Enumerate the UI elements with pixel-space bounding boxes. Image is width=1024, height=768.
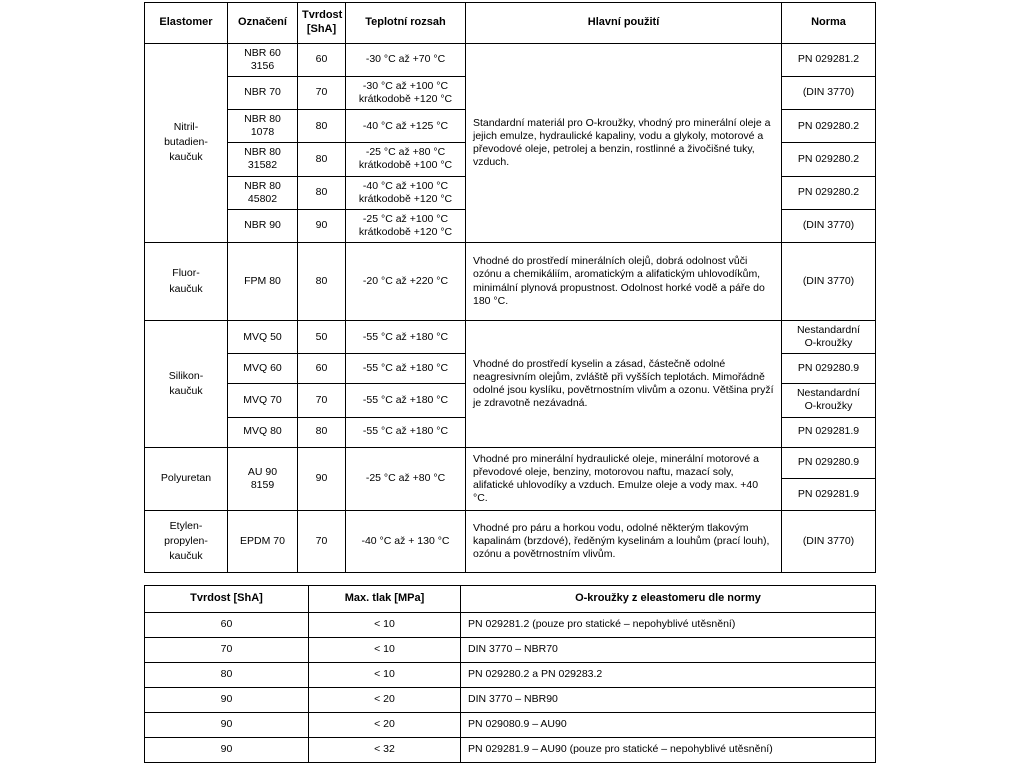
table-row <box>145 243 876 321</box>
cell-norma: Nestandardní O-kroužky <box>782 384 876 417</box>
cell-norma: Nestandardní O-kroužky <box>782 321 876 354</box>
cell-norma: (DIN 3770) <box>782 243 876 321</box>
cell-pouziti: Vhodné pro minerální hydraulické oleje, minerální motorové a převodové oleje, benziny, motorovou naftu, mazací soly, alifatické uhlovodíky a vzduch. Emulze oleje a vody max. +40 °C. <box>466 447 782 511</box>
cell-tvrdost: 60 <box>145 612 309 637</box>
table-row <box>145 712 876 737</box>
header-elastomer: Elastomer <box>145 3 228 44</box>
elastomer-line: kaučuk <box>169 151 203 164</box>
cell-oznaceni: NBR 80 1078 <box>228 110 298 143</box>
table-row <box>145 447 876 479</box>
cell-tvrdost: 70 <box>298 511 346 573</box>
header-okrouzky-normy: O-kroužky z eleastomeru dle normy <box>461 586 876 613</box>
cell-teplota: -55 °C až +180 °C <box>346 321 466 354</box>
cell-norma: PN 029080.9 – AU90 <box>461 712 876 737</box>
cell-norma: PN 029280.9 <box>782 354 876 384</box>
elastomer-line: Nitril- <box>173 120 199 133</box>
cell-norma: PN 029280.2 <box>782 143 876 176</box>
cell-tvrdost: 50 <box>298 321 346 354</box>
cell-oznaceni: NBR 60 3156 <box>228 43 298 76</box>
cell-norma: PN 029281.9 <box>782 479 876 511</box>
cell-tlak: < 10 <box>309 662 461 687</box>
table-header-row <box>145 586 876 613</box>
cell-oznaceni: MVQ 60 <box>228 354 298 384</box>
cell-teplota: -55 °C až +180 °C <box>346 417 466 447</box>
cell-teplota: -30 °C až +70 °C <box>346 43 466 76</box>
cell-norma: DIN 3770 – NBR70 <box>461 637 876 662</box>
cell-teplota: -40 °C až +100 °C krátkodobě +120 °C <box>346 176 466 209</box>
cell-tvrdost: 60 <box>298 43 346 76</box>
header-hlavni-pouziti: Hlavní použití <box>466 3 782 44</box>
cell-tvrdost: 70 <box>298 384 346 417</box>
header-tvrdost-line1: Tvrdost <box>302 9 343 21</box>
cell-tlak: < 32 <box>309 737 461 762</box>
cell-oznaceni: NBR 70 <box>228 76 298 109</box>
cell-teplota: -20 °C až +220 °C <box>346 243 466 321</box>
cell-teplota: -25 °C až +80 °C krátkodobě +100 °C <box>346 143 466 176</box>
cell-teplota: -40 °C až +125 °C <box>346 110 466 143</box>
cell-norma: PN 029281.9 <box>782 417 876 447</box>
cell-pouziti: Vhodné pro páru a horkou vodu, odolné některým tlakovým kapalinám (brzdové), ředěným kyselinám a louhům (prací louh), ozónu a povětrnostním vlivům. <box>466 511 782 573</box>
table-row <box>145 637 876 662</box>
cell-norma: PN 029280.2 <box>782 110 876 143</box>
cell-tvrdost: 90 <box>145 737 309 762</box>
cell-tvrdost: 80 <box>298 243 346 321</box>
cell-oznaceni: EPDM 70 <box>228 511 298 573</box>
cell-tvrdost: 90 <box>145 712 309 737</box>
cell-tlak: < 20 <box>309 712 461 737</box>
cell-tvrdost: 60 <box>298 354 346 384</box>
elastomer-group-name: Fluor- kaučuk <box>145 243 228 321</box>
cell-norma: (DIN 3770) <box>782 209 876 242</box>
elastomer-group-name: Etylen- propylen- kaučuk <box>145 511 228 573</box>
header-tvrdost-sha: Tvrdost [ShA] <box>145 586 309 613</box>
cell-oznaceni: NBR 80 45802 <box>228 176 298 209</box>
cell-teplota: -30 °C až +100 °C krátkodobě +120 °C <box>346 76 466 109</box>
cell-oznaceni: AU 90 8159 <box>228 447 298 511</box>
elastomer-group-name: Polyuretan <box>145 447 228 511</box>
header-teplotni-rozsah: Teplotní rozsah <box>346 3 466 44</box>
cell-tvrdost: 90 <box>298 447 346 511</box>
header-tvrdost <box>298 3 346 44</box>
table-header-row <box>145 3 876 44</box>
cell-tvrdost: 80 <box>298 143 346 176</box>
cell-norma: PN 029280.2 <box>782 176 876 209</box>
cell-oznaceni: NBR 90 <box>228 209 298 242</box>
elastomer-properties-table <box>144 2 876 573</box>
elastomer-group-name <box>145 43 228 243</box>
cell-oznaceni: MVQ 70 <box>228 384 298 417</box>
cell-teplota: -25 °C až +80 °C <box>346 447 466 511</box>
cell-pouziti: Vhodné do prostředí kyselin a zásad, částečně odolné neagresivním olejům, zvláště při vyšších teplotách. Mimořádně odolné jsou kyslíku, povětrnostním vlivům a ozonu. Většina pryží je zdravotně nezávadná. <box>466 321 782 448</box>
cell-tlak: < 10 <box>309 637 461 662</box>
table-row <box>145 687 876 712</box>
cell-tvrdost: 80 <box>298 110 346 143</box>
cell-tvrdost: 80 <box>145 662 309 687</box>
cell-tvrdost: 90 <box>145 687 309 712</box>
cell-norma: PN 029281.9 – AU90 (pouze pro statické – nepohyblivé utěsnění) <box>461 737 876 762</box>
table-row <box>145 662 876 687</box>
cell-norma: (DIN 3770) <box>782 76 876 109</box>
cell-norma: PN 029280.9 <box>782 447 876 479</box>
cell-oznaceni: MVQ 50 <box>228 321 298 354</box>
header-oznaceni: Označení <box>228 3 298 44</box>
cell-tvrdost: 70 <box>298 76 346 109</box>
table-row <box>145 321 876 354</box>
header-max-tlak: Max. tlak [MPa] <box>309 586 461 613</box>
table-row <box>145 737 876 762</box>
cell-tvrdost: 80 <box>298 417 346 447</box>
cell-pouziti: Standardní materiál pro O-kroužky, vhodný pro minerální oleje a jejich emulze, hydraulické kapaliny, vodu a glykoly, motorové a převodové oleje, petrolej a benzin, rostlinné a živočišné tuky, vzduch. <box>466 43 782 243</box>
cell-tlak: < 10 <box>309 612 461 637</box>
cell-tvrdost: 90 <box>298 209 346 242</box>
header-norma: Norma <box>782 3 876 44</box>
cell-pouziti: Vhodné do prostředí minerálních olejů, dobrá odolnost vůči ozónu a chemikáliím, aromatickým a alifatickým uhlovodíkům, minimální plynová propustnost. Odolnost horké vodě a páře do 180 °C. <box>466 243 782 321</box>
cell-norma: PN 029281.2 (pouze pro statické – nepohyblivé utěsnění) <box>461 612 876 637</box>
table-row <box>145 612 876 637</box>
cell-oznaceni: FPM 80 <box>228 243 298 321</box>
header-tvrdost-line2: [ShA] <box>306 22 337 35</box>
pressure-norms-table <box>144 585 876 763</box>
cell-norma: (DIN 3770) <box>782 511 876 573</box>
cell-norma: PN 029280.2 a PN 029283.2 <box>461 662 876 687</box>
cell-teplota: -25 °C až +100 °C krátkodobě +120 °C <box>346 209 466 242</box>
cell-tlak: < 20 <box>309 687 461 712</box>
cell-teplota: -40 °C až + 130 °C <box>346 511 466 573</box>
cell-teplota: -55 °C až +180 °C <box>346 384 466 417</box>
table-row <box>145 511 876 573</box>
cell-norma: DIN 3770 – NBR90 <box>461 687 876 712</box>
elastomer-group-name: Silikon- kaučuk <box>145 321 228 448</box>
cell-tvrdost: 70 <box>145 637 309 662</box>
elastomer-line: butadien- <box>164 136 208 149</box>
cell-tvrdost: 80 <box>298 176 346 209</box>
cell-norma: PN 029281.2 <box>782 43 876 76</box>
cell-oznaceni: NBR 80 31582 <box>228 143 298 176</box>
table-row <box>145 43 876 76</box>
cell-oznaceni: MVQ 80 <box>228 417 298 447</box>
cell-teplota: -55 °C až +180 °C <box>346 354 466 384</box>
